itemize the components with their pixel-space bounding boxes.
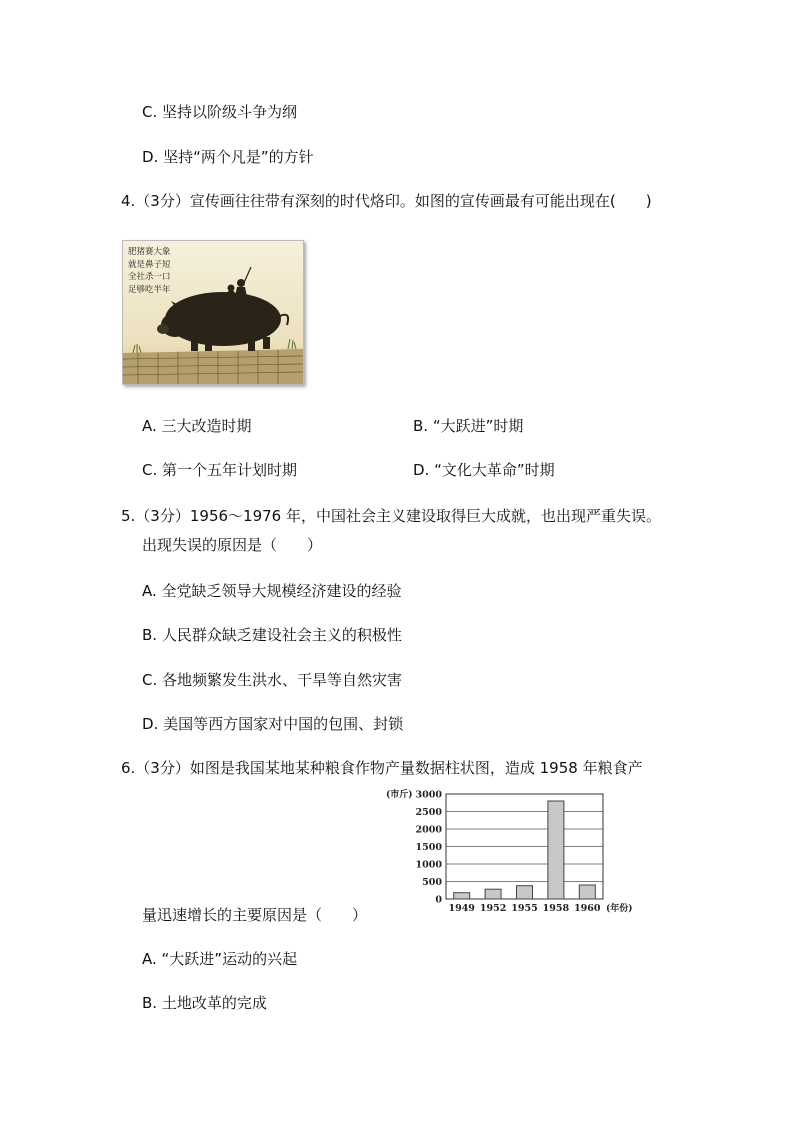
q4-stem: 4.（3分）宣传画往往带有深刻的时代烙印。如图的宣传画最有可能出现在( ) <box>121 192 652 210</box>
chart-svg <box>384 786 634 916</box>
q5-option-a: A. 全党缺乏领导大规模经济建设的经验 <box>142 582 402 600</box>
y-tick-label: 2000 <box>415 824 442 836</box>
q5-option-c: C. 各地频繁发生洪水、干旱等自然灾害 <box>142 671 403 689</box>
bar-1960 <box>579 885 595 899</box>
y-axis-label: (市斤) <box>386 790 413 800</box>
x-tick-label: 1958 <box>542 903 570 914</box>
q3-option-c: C. 坚持以阶级斗争为纲 <box>142 103 298 121</box>
q5-stem-line1: 5.（3分）1956～1976 年，中国社会主义建设取得巨大成就，也出现严重失误。 <box>121 507 661 525</box>
q4-option-d: D. “文化大革命”时期 <box>413 461 555 479</box>
bar-1958 <box>548 801 564 899</box>
x-tick-label: 1960 <box>574 903 601 914</box>
propaganda-poster-image <box>122 240 304 385</box>
q5-option-b: B. 人民群众缺乏建设社会主义的积极性 <box>142 626 402 644</box>
y-tick-label: 500 <box>422 877 442 888</box>
q6-stem-line2: 量迅速增长的主要原因是（ ） <box>142 906 368 924</box>
x-tick-label: 1949 <box>448 903 475 914</box>
x-axis-label: (年份) <box>606 904 633 914</box>
x-tick-label: 1952 <box>479 903 507 914</box>
q6-stem-line1: 6.（3分）如图是我国某地某种粮食作物产量数据柱状图，造成 1958 年粮食产 <box>121 759 643 777</box>
y-tick-label: 1000 <box>415 859 442 871</box>
q6-option-b: B. 土地改革的完成 <box>142 994 267 1012</box>
q5-option-d: D. 美国等西方国家对中国的包围、封锁 <box>142 715 404 733</box>
q5-stem-line2: 出现失误的原因是（ ） <box>142 536 323 554</box>
bar-1949 <box>454 893 470 899</box>
bar-1955 <box>517 886 533 899</box>
y-tick-label: 1500 <box>415 842 442 853</box>
x-tick-label: 1955 <box>511 903 538 914</box>
q4-option-a: A. 三大改造时期 <box>142 417 252 435</box>
q4-option-b: B. “大跃进”时期 <box>413 417 524 435</box>
bar-1952 <box>485 889 501 899</box>
grain-output-bar-chart <box>384 786 634 916</box>
poster-caption-text: 肥猪赛大象 就是鼻子短 全社杀一口 足够吃半年 <box>128 247 171 295</box>
q6-option-a: A. “大跃进”运动的兴起 <box>142 950 298 968</box>
q3-option-d: D. 坚持“两个凡是”的方针 <box>142 148 314 166</box>
q4-option-c: C. 第一个五年计划时期 <box>142 461 298 479</box>
y-tick-label: 2500 <box>415 807 442 818</box>
y-tick-label: 3000 <box>415 789 442 801</box>
y-tick-label: 0 <box>435 894 442 906</box>
